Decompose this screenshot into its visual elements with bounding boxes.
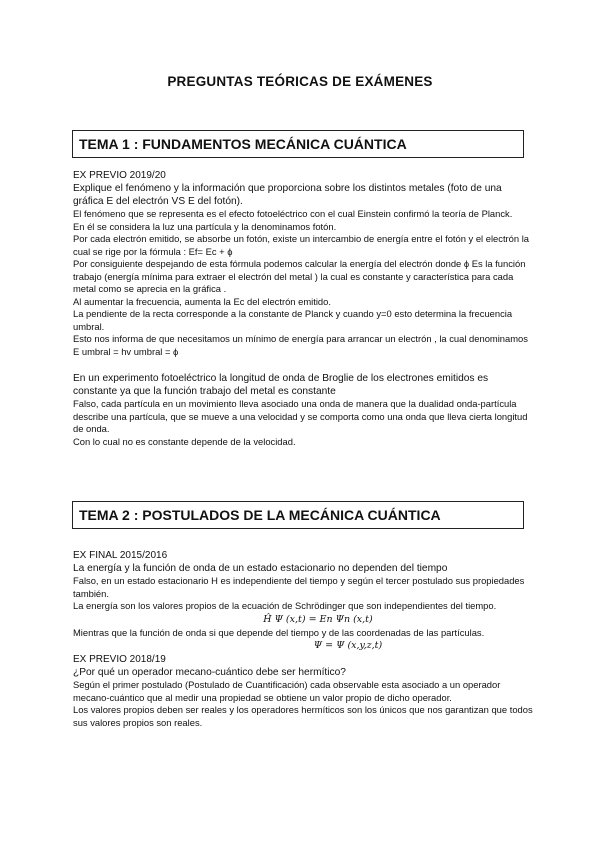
answer-paragraph: El fenómeno que se representa es el efecto fotoeléctrico con el cual Einstein confirmó la teoría de Planck.: [73, 208, 513, 219]
exam-label: EX PREVIO 2019/20: [73, 170, 166, 181]
section-heading-tema-1: [72, 130, 524, 158]
section-heading-tema-2: [72, 501, 524, 529]
schrodinger-equation: Ĥ Ψ (x,t) = En Ψn (x,t): [263, 613, 373, 625]
exam-label: EX PREVIO 2018/19: [73, 654, 166, 665]
question-text: En un experimento fotoeléctrico la longitud de onda de Broglie de los electrones emitidos es constante ya que la función trabajo del metal es constante: [73, 373, 489, 397]
question-text: La energía y la función de onda de un estado estacionario no dependen del tiempo: [73, 563, 448, 574]
exam-label: EX FINAL 2015/2016: [73, 550, 168, 561]
answer-paragraph: Falso, en un estado estacionario H es independiente del tiempo y según el tercer postulado sus propiedades también.: [73, 575, 525, 599]
answer-paragraph: Los valores propios deben ser reales y los operadores hermíticos son los únicos que nos garantizan que todos sus valores propios son reales.: [73, 704, 533, 728]
section-tema-2-body: [73, 549, 533, 729]
answer-paragraph: Esto nos informa de que necesitamos un mínimo de energía para arrancar un electrón , la cual denominamos E umbral = hv umbral = ϕ: [73, 333, 528, 357]
question-text: Explique el fenómeno y la información que proporciona sobre los distintos metales (foto de una gráfica E del electrón VS E del fotón).: [73, 183, 502, 207]
answer-paragraph: Al aumentar la frecuencia, aumenta la Ec del electrón emitido.: [73, 295, 331, 307]
question-text: ¿Por qué un operador mecano-cuántico debe ser hermítico?: [73, 667, 346, 678]
wavefunction-formula: Ψ = Ψ (x,y,z,t): [313, 640, 383, 651]
section-heading-text: TEMA 2 : POSTULADOS DE LA MECÁNICA CUÁNTICA: [79, 507, 441, 523]
answer-paragraph: Mientras que la función de onda si que depende del tiempo y de las coordenadas de las partículas.: [73, 626, 485, 638]
answer-paragraph: La energía son los valores propios de la ecuación de Schrödinger que son independientes del tiempo.: [73, 600, 497, 611]
answer-paragraph: Por cada electrón emitido, se absorbe un fotón, existe un intercambio de energía entre el fotón y el electrón la cual se rige por la fórmula : Ef= Ec + ϕ: [73, 233, 530, 257]
answer-paragraph: En él se considera la luz una partícula y la denominamos fotón.: [73, 220, 337, 232]
answer-paragraph: Falso, cada partícula en un movimiento lleva asociado una onda de manera que la dualidad onda-partícula describe una partícula, que se mueve a una velocidad y se comporta como una onda que lleva cierta longitud de onda.: [73, 398, 528, 434]
answer-paragraph: La pendiente de la recta corresponde a la constante de Planck y cuando y=0 esto determina la frecuencia umbral.: [73, 308, 513, 332]
spacer: [73, 358, 533, 372]
answer-paragraph: Según el primer postulado (Postulado de Cuantificación) cada observable esta asociado a un operador mecano-cuántico que al medir una propiedad se obtiene un valor propio de dicho operador.: [73, 679, 501, 703]
section-heading-text: TEMA 1 : FUNDAMENTOS MECÁNICA CUÁNTICA: [79, 136, 407, 152]
answer-paragraph: Por consiguiente despejando de esta fórmula podemos calcular la energía del electrón donde ϕ Es la función trabajo (energía mínima para extraer el electrón del metal ) la cual es constante y característica para cada metal como se aprecia en la gráfica .: [73, 258, 526, 294]
answer-paragraph: Con lo cual no es constante depende de la velocidad.: [73, 435, 296, 447]
section-tema-1-body: [73, 169, 533, 448]
page-title: PREGUNTAS TEÓRICAS DE EXÁMENES: [167, 74, 433, 89]
